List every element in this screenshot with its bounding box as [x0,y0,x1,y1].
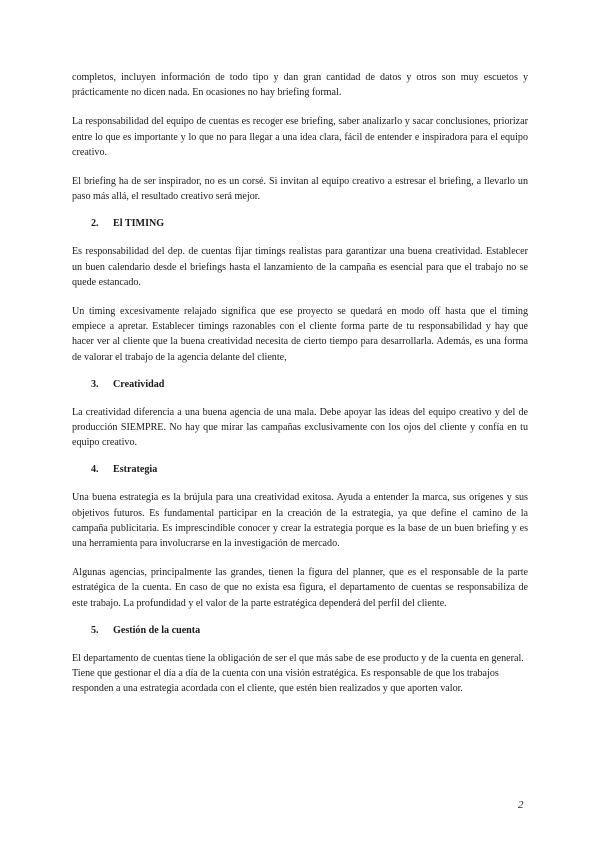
section-number: 2. [91,218,99,230]
paragraph: La responsabilidad del equipo de cuentas es recoger ese briefing, saber analizarlo y sacar conclusiones, priorizar entre lo que es importante y lo que no para llegar a una idea clara, fácil de entender e inspiradora para el equipo creativo. [72,116,528,158]
section-heading-gestion [72,623,528,638]
section-number: 5. [91,624,99,636]
page-number: 2 [518,799,524,811]
page-body [72,70,528,710]
paragraph: El briefing ha de ser inspirador, no es un corsé. Si invitan al equipo creativo a estresar el briefing, a llevarlo un paso más allá, el resultado creativo será mejor. [72,176,528,203]
paragraph: Es responsabilidad del dep. de cuentas fijar timings realistas para garantizar una buena creatividad. Establecer un buen calendario desde el briefings hasta el lanzamiento de la campaña es esencial para que el trabajo no se quede estancado. [72,246,528,288]
section-number: 4. [91,464,99,476]
paragraph: El departamento de cuentas tiene la obligación de ser el que más sabe de ese producto y de la cuenta en general. Tiene que gestionar el día a día de la cuenta con una visión estratégica. Es responsable de que los trabajos responden a una estrategia acordada con el cliente, que estén bien realizados y que aporten valor. [72,652,524,695]
section-number: 3. [91,378,99,390]
paragraph: completos, incluyen información de todo tipo y dan gran cantidad de datos y otros son muy escuetos y prácticamente no dicen nada. En ocasiones no hay briefing formal. [72,72,528,99]
paragraph: Una buena estrategia es la brújula para una creatividad exitosa. Ayuda a entender la marca, sus orígenes y sus objetivos futuros. Es fundamental participar en la creación de la estrategia, ya que define el camino de la campaña publicitaria. Es imprescindible conocer y crear la estrategia porque es la base de un buen briefing y es una herramienta para involucrarse en la investigación de mercado. [72,492,528,550]
paragraph: La creatividad diferencia a una buena agencia de una mala. Debe apoyar las ideas del equipo creativo y del de producción SIEMPRE. No hay que mirar las campañas exclusivamente con los ojos del cliente y confía en tu equipo creativo. [72,406,528,449]
section-title: Estrategia [113,464,158,476]
section-title: Gestión de la cuenta [113,624,201,636]
section-heading-estrategia [72,462,528,477]
section-title: Creatividad [113,378,165,390]
section-title: El TIMING [113,218,165,230]
section-heading-timing [72,216,528,231]
section-heading-creatividad [72,377,528,392]
paragraph: Algunas agencias, principalmente las grandes, tienen la figura del planner, que es el responsable de la parte estratégica de la cuenta. En caso de que no exista esa figura, el departamento de cuentas se responsabiliza de este trabajo. La profundidad y el valor de la parte estratégica dependerá del perfil del cliente. [72,567,528,609]
paragraph: Un timing excesivamente relajado significa que ese proyecto se quedará en modo off hasta que el timing empiece a apretar. Establecer timings razonables con el cliente forma parte de tu responsabilidad y hay que hacer ver al cliente que la buena creatividad necesita de cierto tiempo para desarrollarla. Además, es una forma de valorar el trabajo de la agencia delante del cliente, [72,306,528,363]
